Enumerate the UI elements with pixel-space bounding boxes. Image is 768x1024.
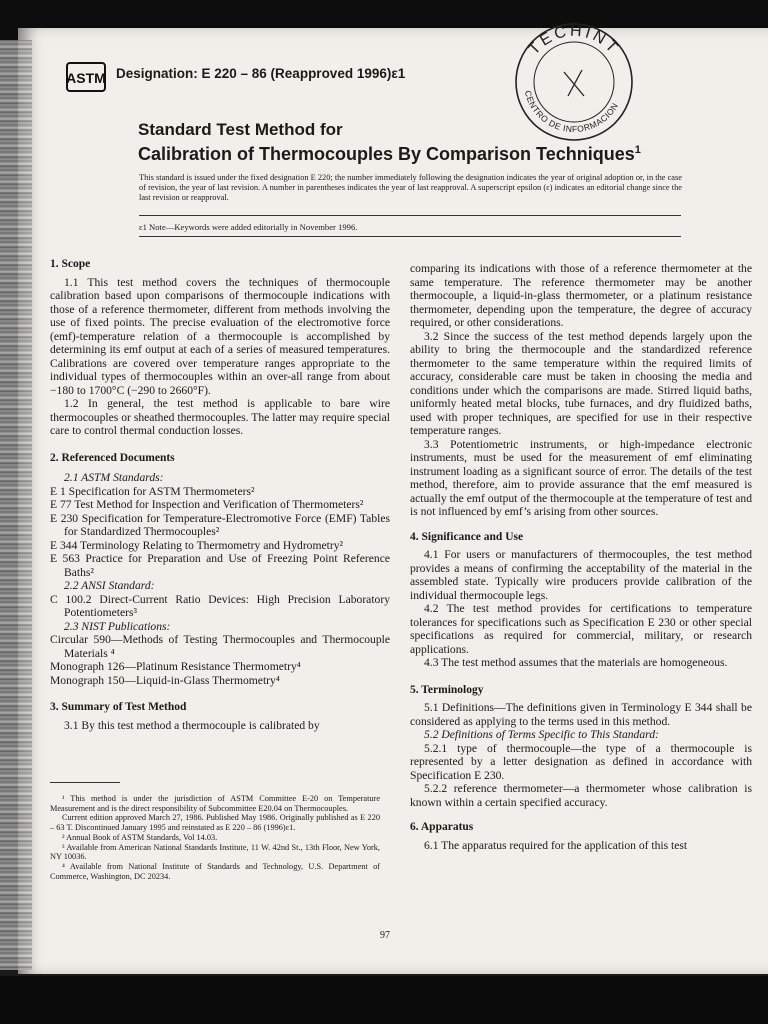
epsilon-note: ε1 Note—Keywords were added editorially in November 1996.	[139, 222, 358, 232]
footnote-1: ¹ This method is under the jurisdiction of ASTM Committee E-20 on Temperature Measurement and is the direct responsibility of Subcommittee E20.04 on Thermocouples.	[50, 794, 380, 813]
para-4-3: 4.3 The test method assumes that the materials are homogeneous.	[424, 656, 728, 669]
stamp-top-text: TECHINT	[525, 22, 623, 59]
para-3-1: 3.1 By this test method a thermocouple is calibrated by	[64, 718, 320, 732]
title-line2: Calibration of Thermocouples By Comparison Techniques	[138, 144, 635, 164]
para-5-1: 5.1 Definitions—The definitions given in Terminology E 344 shall be considered as applying to the terms used in this method.	[410, 701, 752, 728]
title-line1: Standard Test Method for	[138, 120, 343, 139]
svg-text:TECHINT	[525, 23, 622, 59]
ref-c100: C 100.2 Direct-Current Ratio Devices: High Precision Laboratory Potentiometers³	[50, 592, 390, 619]
standard-note: This standard is issued under the fixed designation E 220; the number immediately following the designation indicates the year of original adoption or, in the case of revision, the year of last revision. A number in parentheses indicates the year of last reapproval. A superscript epsilon (ε) indicates an editorial change since the last revision or reapproval.	[139, 173, 682, 203]
ref-e563: E 563 Practice for Preparation and Use of Freezing Point Reference Baths²	[50, 552, 390, 579]
ref-monograph-150: Monograph 150—Liquid-in-Glass Thermometry⁴	[50, 673, 280, 687]
section-heading-terminology: 5. Terminology	[410, 683, 484, 696]
para-4-2: 4.2 The test method provides for certifications to temperature tolerances for specifications such as Specification E 230 or other special specifications as required for commercial, military, or research applications.	[410, 602, 752, 656]
ref-e230: E 230 Specification for Temperature-Electromotive Force (EMF) Tables for Standardized Thermocouples²	[50, 511, 390, 538]
footnote-1b: Current edition approved March 27, 1986. Published May 1986. Originally published as E 220 – 63 T. Discontinued January 1995 and reinstated as E 220 – 86 (1996)ε1.	[50, 813, 380, 833]
right-column	[410, 262, 752, 852]
title-footnote-mark: 1	[634, 144, 641, 156]
section-heading-scope: 1. Scope	[50, 258, 91, 270]
rule-top	[139, 215, 681, 216]
para-6-1: 6.1 The apparatus required for the application of this test	[424, 838, 688, 852]
para-3-2: 3.2 Since the success of the test method depends largely upon the ability to bring the thermocouple and the standardized reference thermometer to the same temperature within the required limits of accuracy, considerable care must be taken in choosing the media and conditions under which the comparisons are made. Stirred liquid baths, uniformly heated metal blocks, tube furnaces, and dry fluidized baths, used with proper techniques, are specified for use in their respective temperature ranges.	[410, 329, 752, 437]
ref-monograph-126: Monograph 126—Platinum Resistance Thermometry⁴	[50, 660, 301, 673]
ref-e344: E 344 Terminology Relating to Thermometry and Hydrometry²	[50, 538, 343, 552]
footnote-2: ² Annual Book of ASTM Standards, Vol 14.03.	[62, 832, 218, 842]
para-2-1: 2.1 ASTM Standards:	[64, 471, 164, 484]
para-1-2: 1.2 In general, the test method is applicable to bare wire thermocouples or sheathed thermocouples. The latter may require special care to control thermal conduction losses.	[50, 397, 390, 437]
para-2-2: 2.2 ANSI Standard:	[64, 579, 155, 592]
binding-edge	[0, 40, 32, 970]
section-heading-apparatus: 6. Apparatus	[410, 821, 474, 833]
stamp-bottom-text: CENTRO DE INFORMACION	[522, 89, 621, 135]
rule-bottom	[139, 236, 681, 237]
left-column	[50, 258, 390, 732]
ref-e1: E 1 Specification for ASTM Thermometers²	[50, 484, 255, 498]
footnote-rule	[50, 782, 120, 783]
footnote-3: ³ Available from American National Standards Institute, 11 W. 42nd St., 13th Floor, New York, NY 10036.	[50, 842, 380, 862]
para-3-3: 3.3 Potentiometric instruments, or high-impedance electronic instruments, must be used for the measurement of emf eliminating instrument loading as a significant source of error. The details of the test method, therefore, aim to provide assurance that the emf measured is actually the emf output of the thermocouple at the temperature of test and is not influenced by emf’s arising from other sources.	[410, 437, 752, 518]
para-5-2-1: 5.2.1 type of thermocouple—the type of a thermocouple is represented by a letter designation as defined in accordance with Specification E 230.	[410, 741, 752, 782]
section-heading-significance: 4. Significance and Use	[410, 530, 524, 543]
designation: Designation: E 220 – 86 (Reapproved 1996)ε1	[116, 66, 406, 81]
section-heading-summary: 3. Summary of Test Method	[50, 701, 187, 713]
para-5-2: 5.2 Definitions of Terms Specific to This Standard:	[424, 728, 659, 741]
section-heading-referenced-documents: 2. Referenced Documents	[50, 451, 175, 464]
astm-logo	[66, 62, 106, 92]
para-3-1-cont: comparing its indications with those of a reference thermometer at the same temperature. The reference thermometer may be another thermocouple, a liquid-in-glass thermometer, or a platinum resistance thermometer, depending upon the temperature, the degree of accuracy required, or other considerations.	[410, 262, 752, 329]
footnote-4: ⁴ Available from National Institute of Standards and Technology, U.S. Department of Commerce, Washington, DC 20234.	[50, 861, 380, 881]
ref-e77: E 77 Test Method for Inspection and Verification of Thermometers²	[50, 498, 364, 511]
para-4-1: 4.1 For users or manufacturers of thermocouples, the test method provides a means of confirming the acceptability of the material in the assembled state. Typically wire producers provide calibration of the individual thermocouple legs.	[410, 548, 752, 602]
ref-circular-590: Circular 590—Methods of Testing Thermocouples and Thermocouple Materials ⁴	[50, 633, 390, 660]
page-number: 97	[380, 930, 390, 941]
logo-text: ASTM	[66, 70, 106, 86]
footnotes	[50, 794, 380, 881]
para-1-1: 1.1 This test method covers the techniques of thermocouple calibration based upon comparisons of thermocouple indications with those of a reference thermometer, different from methods involving the use of fixed points. The precise evaluation of the electromotive force (emf)-temperature relation of a thermocouple is accomplished by determining its emf output at each of a series of measured temperatures. Calibrations are covered over temperature ranges appropriate to the individual types of thermocouples within an over-all range from about −180 to 1700°C (−290 to 2660°F).	[50, 275, 390, 397]
document-title	[138, 119, 641, 165]
scan-bottom-band	[0, 976, 768, 1024]
para-2-3: 2.3 NIST Publications:	[64, 619, 171, 633]
para-5-2-2: 5.2.2 reference thermometer—a thermometer whose calibration is known within a certain specified accuracy.	[410, 782, 752, 809]
